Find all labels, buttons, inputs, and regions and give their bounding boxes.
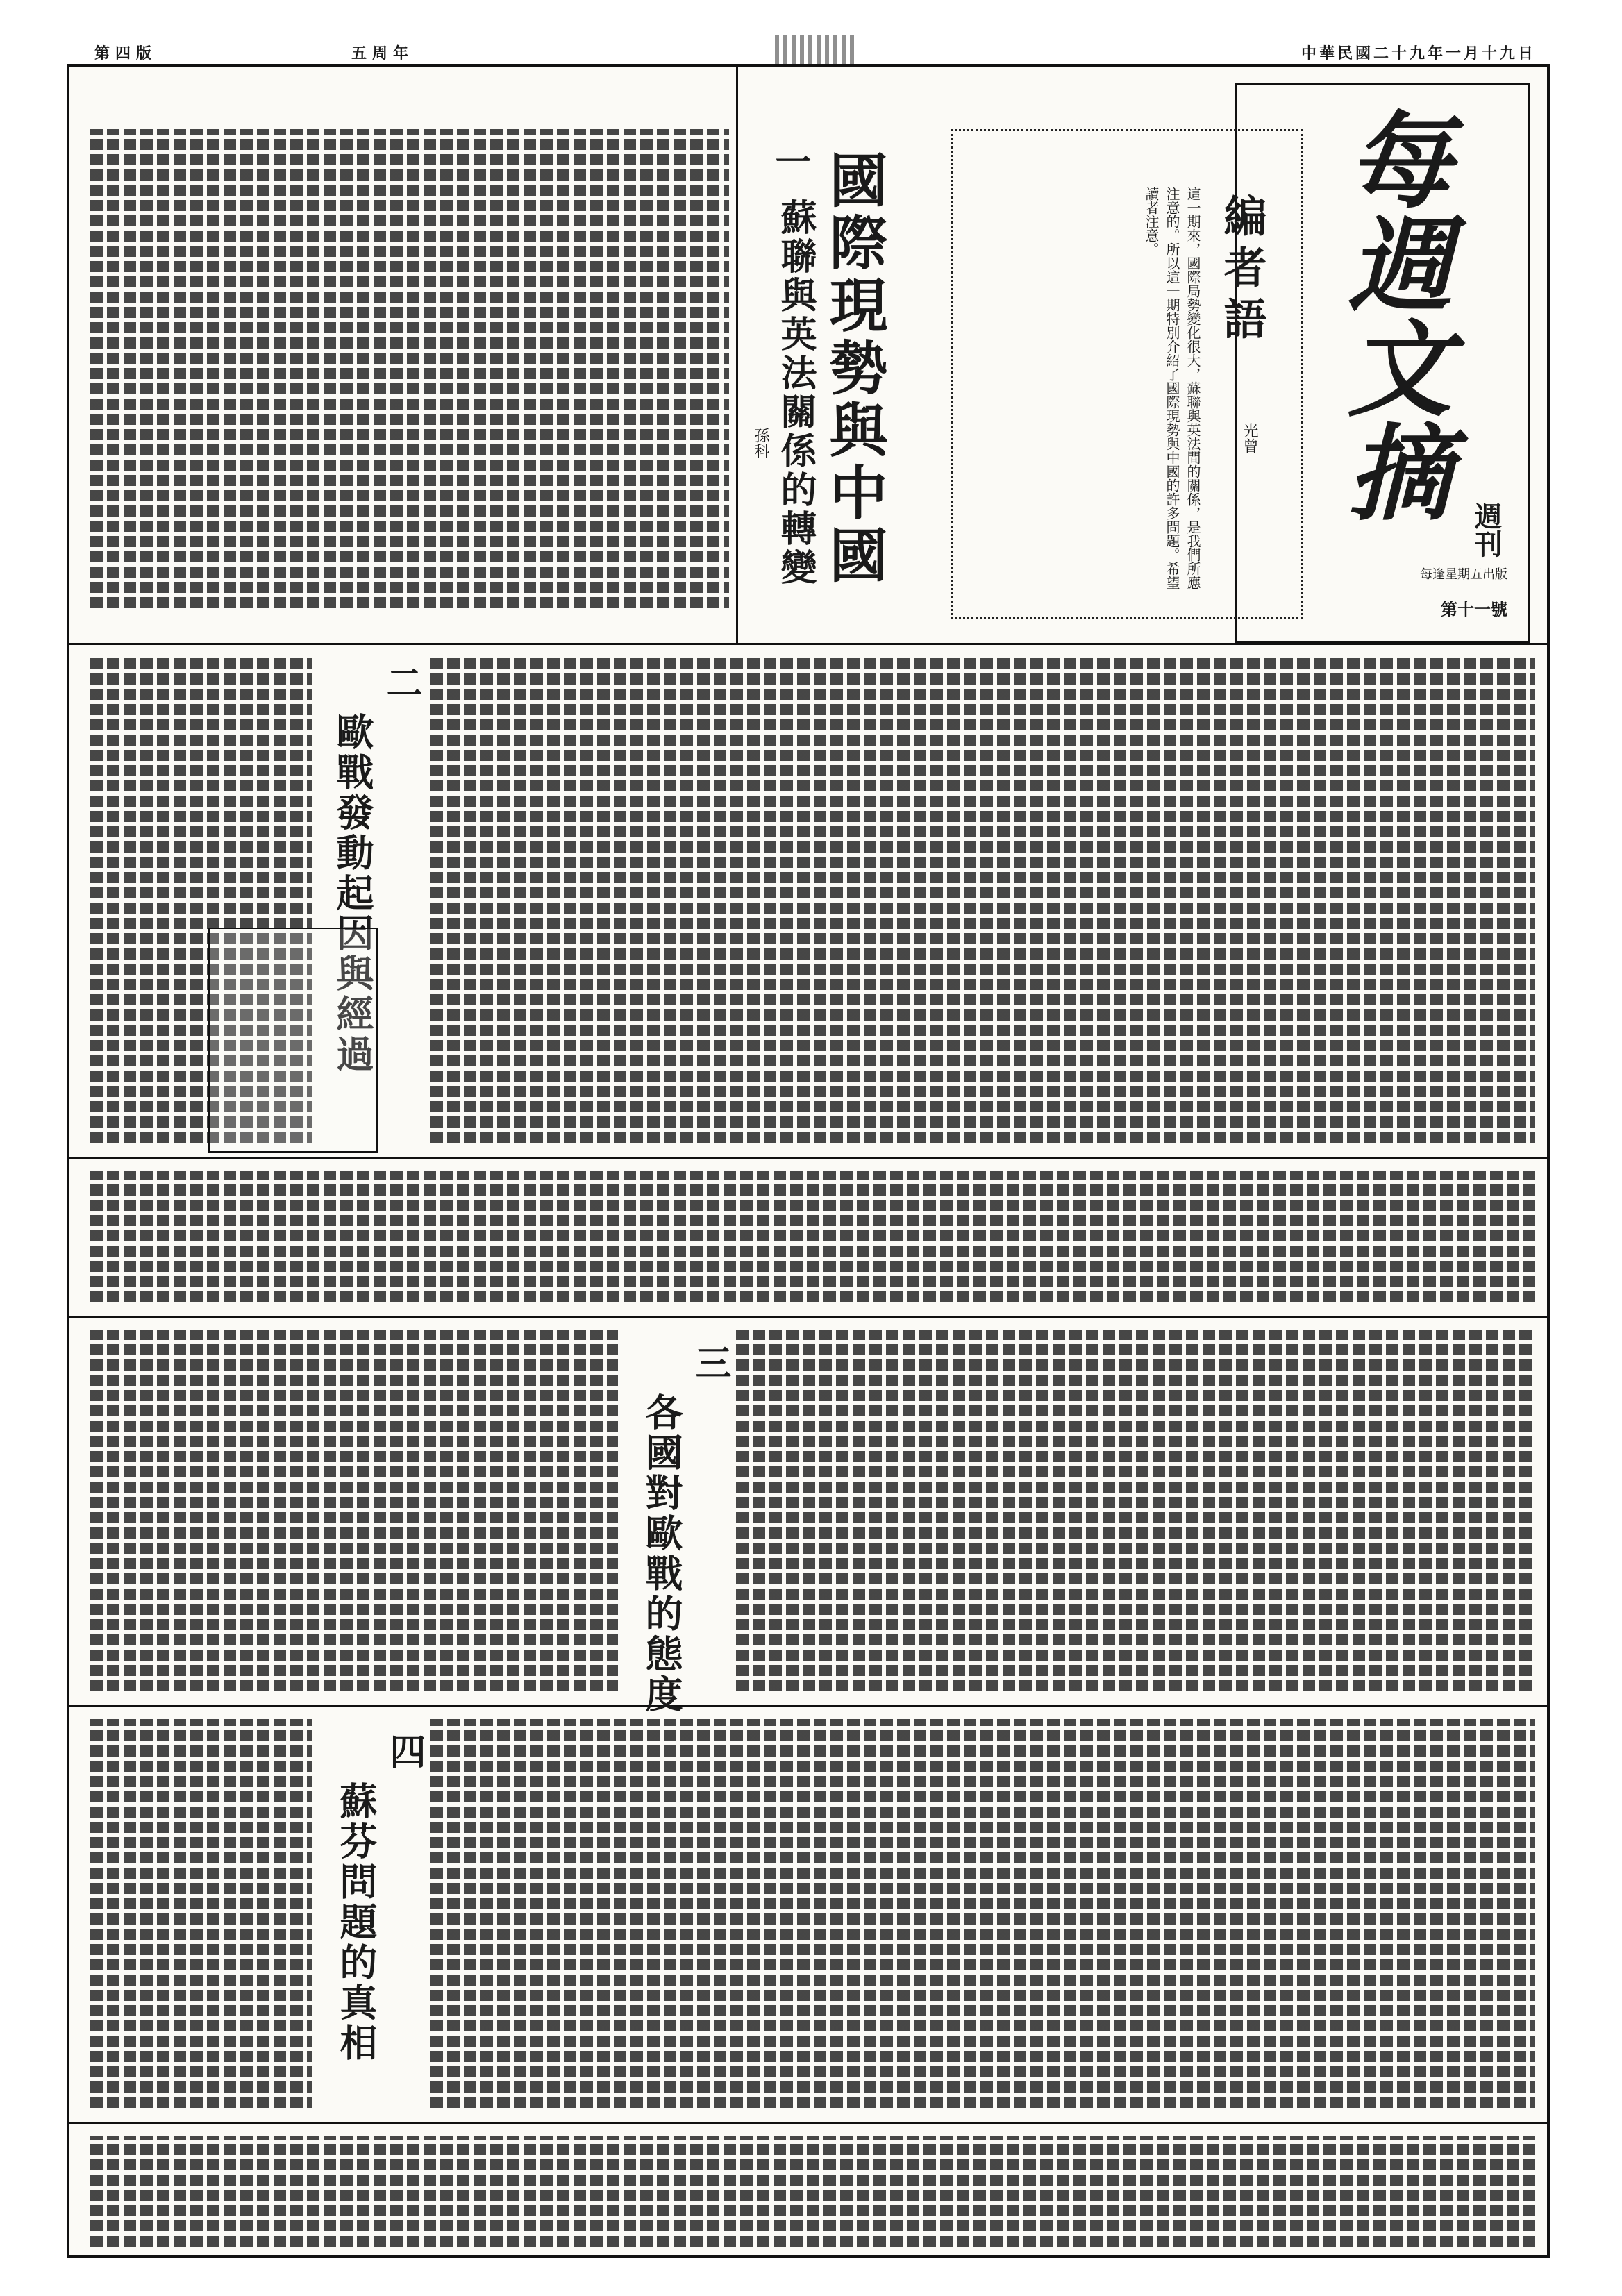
article-text-block	[90, 1719, 312, 2108]
article-text-block	[430, 1719, 1535, 2108]
article-text-block	[90, 129, 729, 608]
editor-note-box	[951, 129, 1303, 619]
article-author: 孫科	[752, 428, 769, 458]
section-2-title: 歐戰發動起因與經過	[331, 712, 375, 1075]
section-divider	[69, 643, 1547, 645]
section-4-title: 蘇芬問題的真相	[334, 1782, 378, 2063]
newspaper-page	[67, 64, 1550, 2258]
column-label: 五周年	[351, 44, 415, 62]
section-divider	[69, 1316, 1547, 1318]
masthead-title: 每週文摘	[1330, 106, 1452, 523]
section-divider	[69, 1705, 1547, 1707]
publisher-line: 每逢星期五出版	[1420, 567, 1507, 582]
section-3-title: 各國對歐戰的態度	[639, 1393, 684, 1715]
section-divider	[69, 1157, 1547, 1159]
article-text-block	[430, 657, 1535, 1143]
editor-note-title: 編者語	[1216, 194, 1267, 348]
page-label: 第四版	[94, 44, 158, 62]
article-text-block	[90, 1330, 618, 1691]
article-text-block	[90, 2136, 1535, 2247]
main-headline: 國際現勢與中國	[820, 150, 889, 587]
editor-note-author: 光曾	[1241, 423, 1258, 453]
section-3-number: 三	[689, 1344, 731, 1380]
issue-label: 第十一號	[1441, 599, 1507, 619]
inset-box	[208, 928, 378, 1153]
section-4-number: 四	[383, 1733, 426, 1769]
section-divider	[69, 2122, 1547, 2124]
article-text-block	[736, 1330, 1535, 1691]
column-divider	[736, 67, 738, 643]
section-2-number: 二	[380, 664, 422, 700]
section-1-number: 一	[769, 143, 811, 179]
ink-stamp	[775, 35, 858, 65]
date-line: 中華民國二十九年一月十九日	[1301, 44, 1536, 62]
article-text-block	[90, 1171, 1535, 1302]
editor-note-body: 這一期來，國際局勢變化很大，蘇聯與英法間的關係，是我們所應注意的。所以這一期特別介紹了國際現勢與中國的許多問題。希望讀者注意。	[1143, 187, 1201, 589]
weekly-label: 週刊	[1470, 502, 1503, 558]
section-1-title: 蘇聯與英法關係的轉變	[774, 199, 817, 587]
header-strip	[67, 42, 1550, 64]
